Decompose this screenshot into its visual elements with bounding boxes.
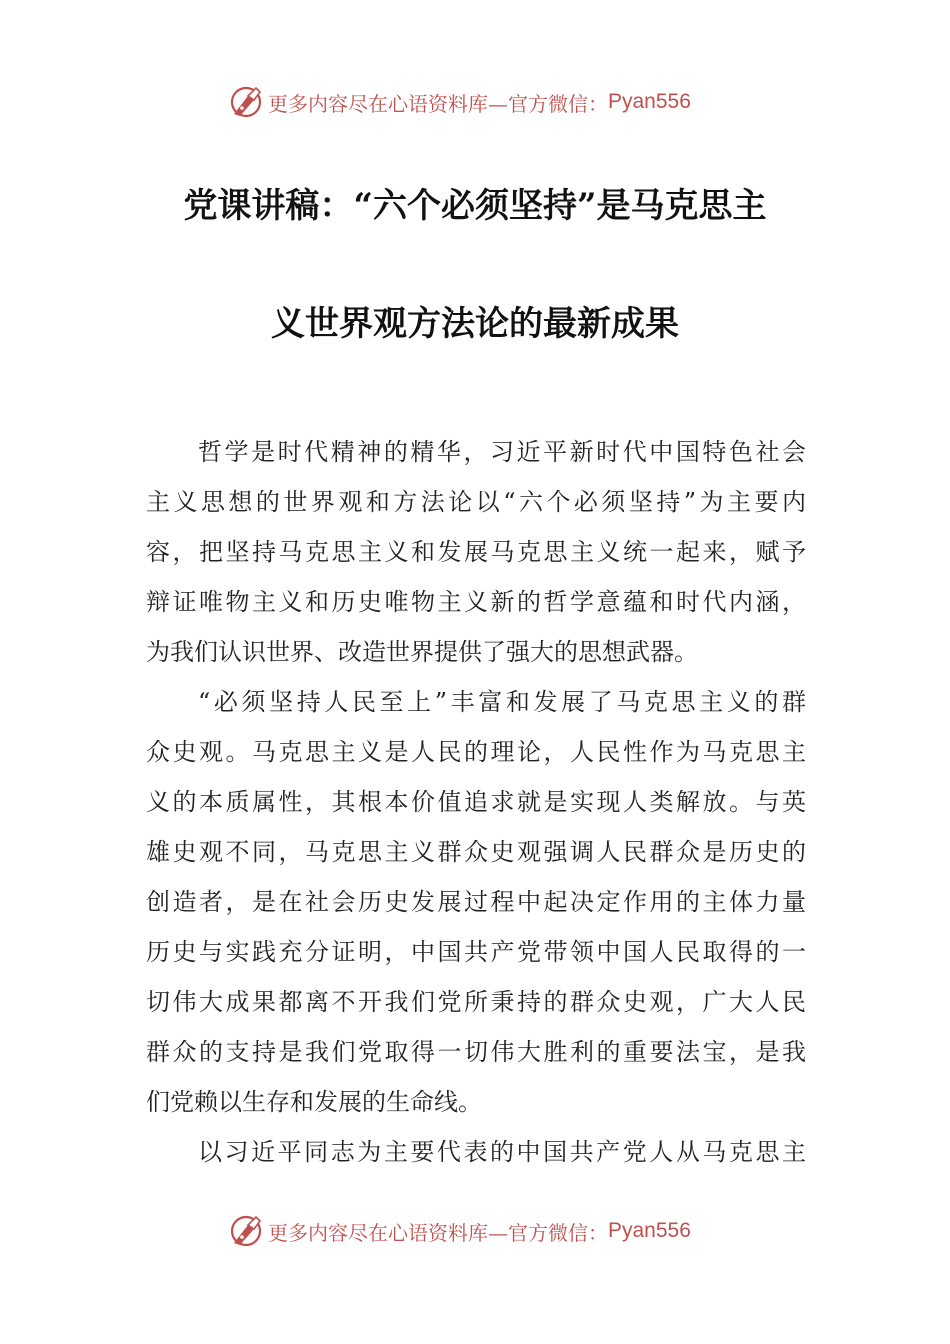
watermark-text: 更多内容尽在心语资料库—官方微信： (268, 1220, 608, 1245)
body-line: 雄史观不同，马克思主义群众史观强调人民群众是历史的 (146, 838, 806, 866)
pen-nib-logo-icon (228, 84, 264, 120)
body-line: 以习近平同志为主要代表的中国共产党人从马克思主 (198, 1138, 806, 1166)
body-line: 哲学是时代精神的精华，习近平新时代中国特色社会 (198, 438, 806, 466)
pen-nib-logo-icon (228, 1213, 264, 1249)
body-line: 群众的支持是我们党取得一切伟大胜利的重要法宝，是我 (146, 1038, 806, 1066)
document-title-line-2: 义世界观方法论的最新成果 (271, 304, 679, 344)
watermark-text: 更多内容尽在心语资料库—官方微信： (268, 91, 608, 116)
body-line: 辩证唯物主义和历史唯物主义新的哲学意蕴和时代内涵， (146, 588, 806, 616)
footer-watermark (0, 1211, 950, 1251)
body-line: 切伟大成果都离不开我们党所秉持的群众史观，广大人民 (146, 988, 806, 1016)
document-title-line-1: 党课讲稿：“六个必须坚持”是马克思主 (183, 186, 767, 226)
body-line: 历史与实践充分证明，中国共产党带领中国人民取得的一 (146, 938, 806, 966)
body-line: 容，把坚持马克思主义和发展马克思主义统一起来，赋予 (146, 538, 806, 566)
body-line: 义的本质属性，其根本价值追求就是实现人类解放。与英 (146, 788, 806, 816)
body-line: “必须坚持人民至上”丰富和发展了马克思主义的群 (198, 688, 806, 716)
watermark-wechat-id: Pyan556 (608, 1219, 691, 1242)
watermark-wechat-id: Pyan556 (608, 90, 691, 113)
header-watermark (0, 82, 950, 122)
body-line: 为我们认识世界、改造世界提供了强大的思想武器。 (146, 638, 698, 666)
body-line: 众史观。马克思主义是人民的理论，人民性作为马克思主 (146, 738, 806, 766)
body-line: 们党赖以生存和发展的生命线。 (146, 1088, 482, 1116)
body-line: 主义思想的世界观和方法论以“六个必须坚持”为主要内 (146, 488, 806, 516)
body-line: 创造者，是在社会历史发展过程中起决定作用的主体力量 (146, 888, 806, 916)
